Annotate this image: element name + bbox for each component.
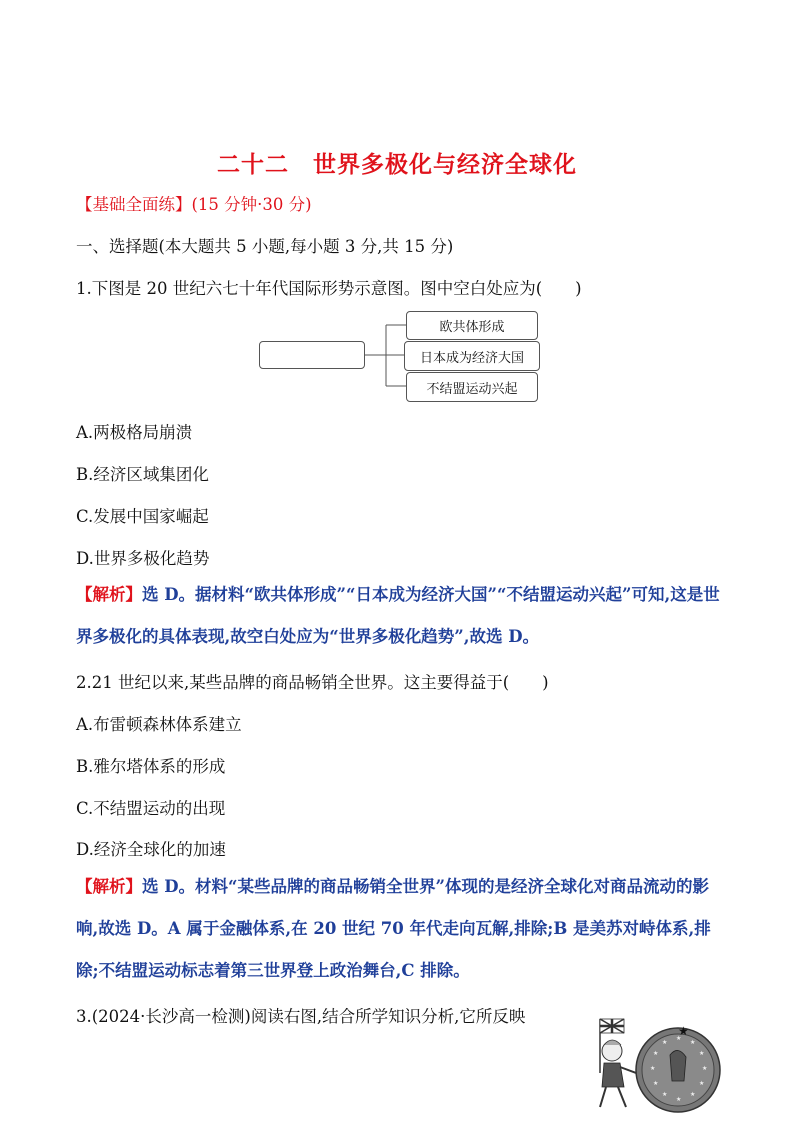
svg-text:★: ★: [676, 1096, 682, 1103]
svg-text:★: ★: [690, 1039, 696, 1046]
svg-text:★: ★: [699, 1080, 705, 1087]
q2-option-a: A.布雷顿森林体系建立: [76, 715, 242, 734]
svg-text:★: ★: [662, 1039, 668, 1046]
svg-text:★: ★: [690, 1091, 696, 1098]
q1-option-b: B.经济区域集团化: [76, 465, 209, 484]
svg-text:★: ★: [653, 1080, 659, 1087]
analysis-tag: 【解析】: [76, 585, 142, 604]
svg-text:★: ★: [699, 1050, 705, 1057]
diagram-box-nam-rise: 不结盟运动兴起: [406, 372, 538, 402]
svg-text:★: ★: [653, 1050, 659, 1057]
svg-text:★: ★: [676, 1035, 682, 1042]
diagram-blank-box: [259, 341, 365, 369]
cartoon-illustration: [590, 1015, 730, 1120]
analysis-tag: 【解析】: [76, 877, 142, 896]
section-heading: 【基础全面练】(15 分钟·30 分): [76, 195, 312, 214]
question-3-stem: 3.(2024·长沙高一检测)阅读右图,结合所学知识分析,它所反映: [76, 1007, 526, 1026]
q2-option-c: C.不结盟运动的出现: [76, 799, 226, 818]
svg-text:★: ★: [702, 1065, 708, 1072]
svg-text:★: ★: [650, 1065, 656, 1072]
q2-option-b: B.雅尔塔体系的形成: [76, 757, 226, 776]
svg-text:★: ★: [662, 1091, 668, 1098]
q2-option-d: D.经济全球化的加速: [76, 840, 226, 859]
q1-analysis: 【解析】选 D。据材料“欧共体形成”“日本成为经济大国”“不结盟运动兴起”可知,这是世界多极化的具体表现,故空白处应为“世界多极化趋势”,故选 D。: [76, 585, 720, 646]
q1-option-d: D.世界多极化趋势: [76, 549, 210, 568]
q2-analysis: 【解析】选 D。材料“某些品牌的商品畅销全世界”体现的是经济全球化对商品流动的影响,故选 D。A 属于金融体系,在 20 世纪 70 年代走向瓦解,排除;B 是美苏对峙体系,排除;不结盟运动标志着第三世界登上政治舞台,C 排除。: [76, 877, 711, 980]
page-title: 二十二 世界多极化与经济全球化: [217, 152, 577, 178]
svg-text:★: ★: [678, 1024, 689, 1038]
diagram-box-ec-formed: 欧共体形成: [406, 311, 538, 340]
q1-option-c: C.发展中国家崛起: [76, 507, 209, 526]
part-heading: 一、选择题(本大题共 5 小题,每小题 3 分,共 15 分): [76, 237, 454, 256]
diagram-box-japan-economy: 日本成为经济大国: [404, 341, 540, 371]
question-2-stem: 2.21 世纪以来,某些品牌的商品畅销全世界。这主要得益于( ): [76, 673, 549, 692]
q1-option-a: A.两极格局崩溃: [76, 423, 193, 442]
question-1-stem: 1.下图是 20 世纪六七十年代国际形势示意图。图中空白处应为( ): [76, 279, 582, 298]
